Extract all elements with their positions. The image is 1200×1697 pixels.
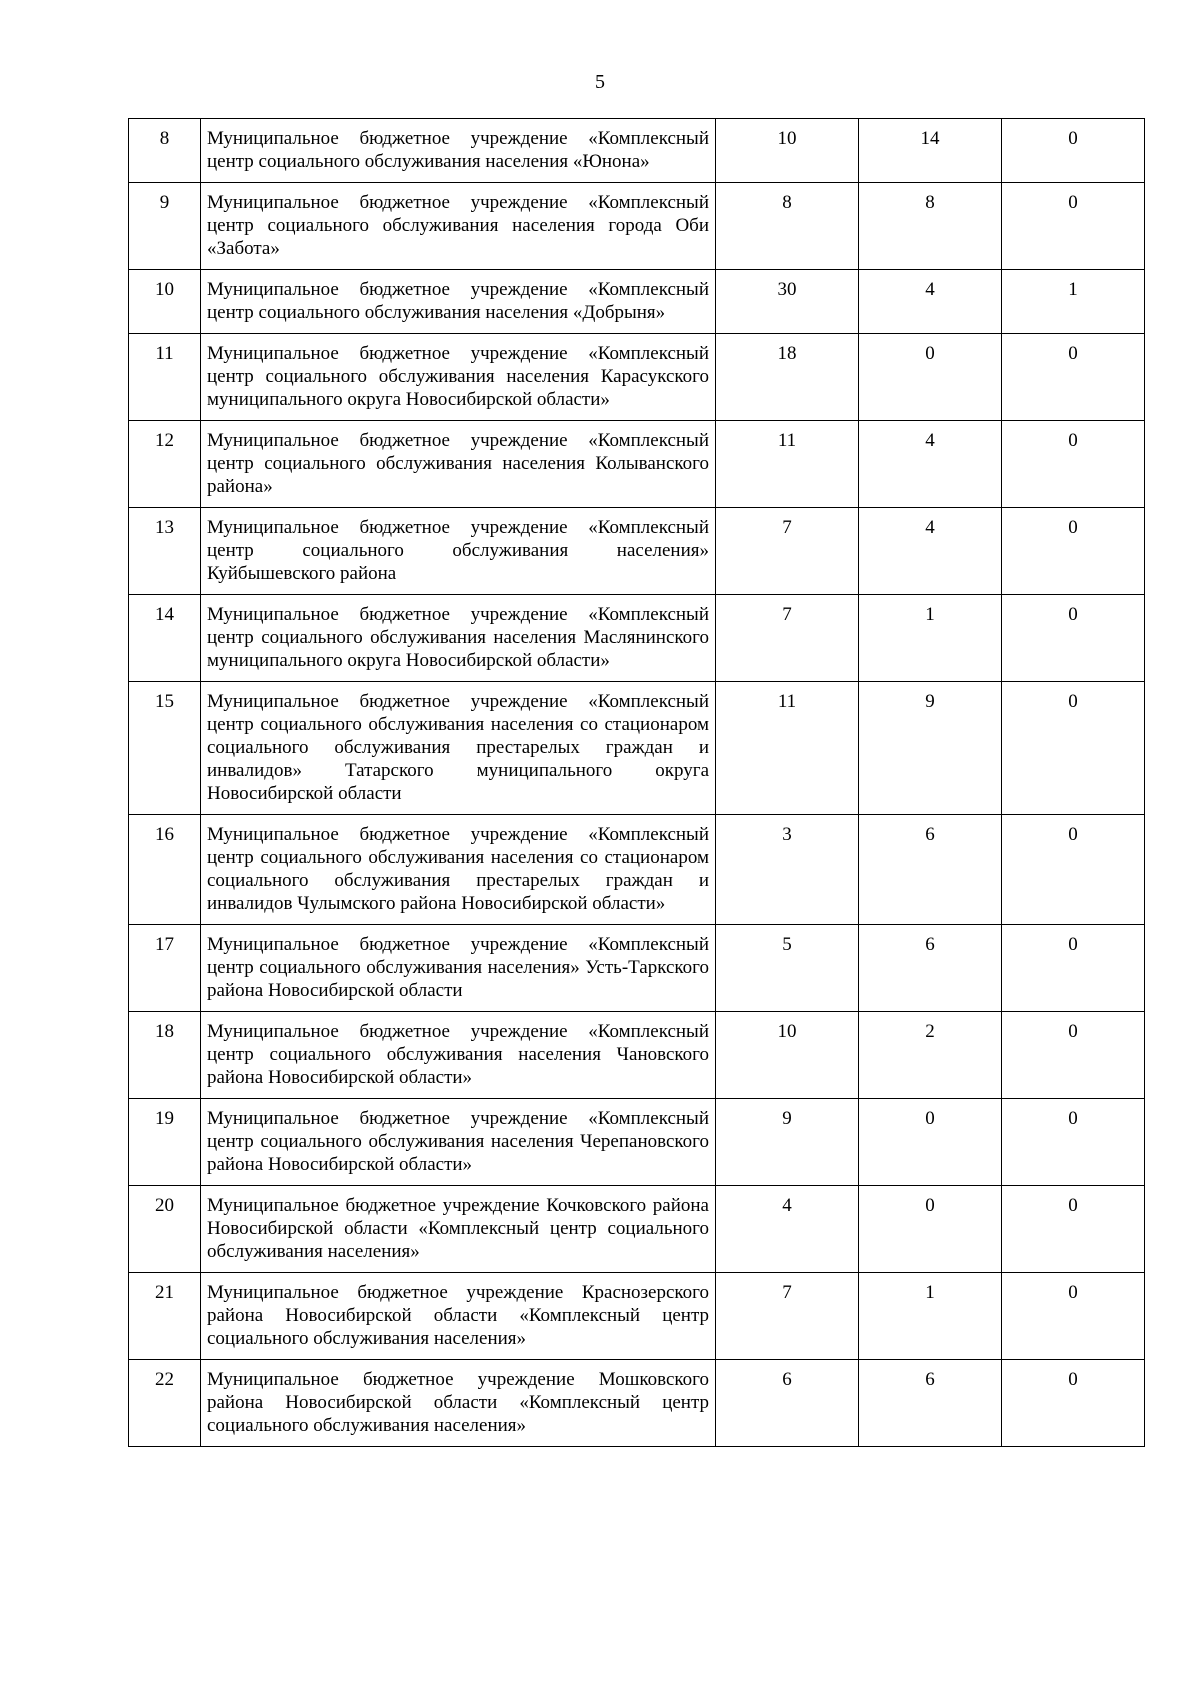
row-number: 11 — [129, 334, 201, 421]
institution-name: Муниципальное бюджетное учреждение «Комплексный центр социального обслуживания населения Черепановского района Новосибирской области» — [201, 1099, 716, 1186]
value-col-3: 0 — [1002, 682, 1145, 815]
value-col-1: 7 — [716, 595, 859, 682]
institution-name: Муниципальное бюджетное учреждение «Комплексный центр социального обслуживания населения» Куйбышевского района — [201, 508, 716, 595]
value-col-2: 14 — [859, 119, 1002, 183]
value-col-3: 0 — [1002, 508, 1145, 595]
institution-name: Муниципальное бюджетное учреждение «Комплексный центр социального обслуживания населения «Юнона» — [201, 119, 716, 183]
value-col-3: 0 — [1002, 815, 1145, 925]
value-col-3: 0 — [1002, 1273, 1145, 1360]
table-row — [129, 270, 1145, 334]
value-col-1: 8 — [716, 183, 859, 270]
value-col-3: 0 — [1002, 595, 1145, 682]
row-number: 12 — [129, 421, 201, 508]
institution-name: Муниципальное бюджетное учреждение «Комплексный центр социального обслуживания населения» Усть-Таркского района Новосибирской области — [201, 925, 716, 1012]
value-col-1: 5 — [716, 925, 859, 1012]
value-col-3: 0 — [1002, 1012, 1145, 1099]
row-number: 15 — [129, 682, 201, 815]
value-col-2: 2 — [859, 1012, 1002, 1099]
row-number: 22 — [129, 1360, 201, 1447]
institution-name: Муниципальное бюджетное учреждение «Комплексный центр социального обслуживания населения Чановского района Новосибирской области» — [201, 1012, 716, 1099]
value-col-3: 0 — [1002, 1099, 1145, 1186]
value-col-1: 30 — [716, 270, 859, 334]
row-number: 13 — [129, 508, 201, 595]
table-row — [129, 925, 1145, 1012]
row-number: 8 — [129, 119, 201, 183]
table-row — [129, 421, 1145, 508]
table-row — [129, 1012, 1145, 1099]
institution-name: Муниципальное бюджетное учреждение «Комплексный центр социального обслуживания населения Колыванского района» — [201, 421, 716, 508]
value-col-2: 6 — [859, 925, 1002, 1012]
value-col-3: 0 — [1002, 119, 1145, 183]
table-row — [129, 1360, 1145, 1447]
value-col-1: 7 — [716, 1273, 859, 1360]
value-col-1: 7 — [716, 508, 859, 595]
table-row — [129, 595, 1145, 682]
table-row — [129, 119, 1145, 183]
row-number: 10 — [129, 270, 201, 334]
value-col-2: 0 — [859, 1099, 1002, 1186]
institution-name: Муниципальное бюджетное учреждение «Комплексный центр социального обслуживания населения «Добрыня» — [201, 270, 716, 334]
value-col-1: 9 — [716, 1099, 859, 1186]
row-number: 21 — [129, 1273, 201, 1360]
institution-name: Муниципальное бюджетное учреждение «Комплексный центр социального обслуживания населения со стационаром социального обслуживания престарелых граждан и инвалидов» Татарского муниципального округа Новосибирской области — [201, 682, 716, 815]
table-row — [129, 1099, 1145, 1186]
value-col-1: 11 — [716, 421, 859, 508]
value-col-2: 9 — [859, 682, 1002, 815]
institution-name: Муниципальное бюджетное учреждение Краснозерского района Новосибирской области «Комплексный центр социального обслуживания населения» — [201, 1273, 716, 1360]
value-col-1: 3 — [716, 815, 859, 925]
value-col-1: 4 — [716, 1186, 859, 1273]
value-col-2: 8 — [859, 183, 1002, 270]
value-col-3: 0 — [1002, 421, 1145, 508]
institution-name: Муниципальное бюджетное учреждение Мошковского района Новосибирской области «Комплексный центр социального обслуживания населения» — [201, 1360, 716, 1447]
value-col-2: 0 — [859, 334, 1002, 421]
value-col-3: 0 — [1002, 1360, 1145, 1447]
institution-name: Муниципальное бюджетное учреждение «Комплексный центр социального обслуживания населения Карасукского муниципального округа Новосибирской области» — [201, 334, 716, 421]
table-row — [129, 508, 1145, 595]
row-number: 14 — [129, 595, 201, 682]
value-col-3: 0 — [1002, 334, 1145, 421]
institutions-table — [128, 118, 1145, 1447]
value-col-3: 0 — [1002, 183, 1145, 270]
table-row — [129, 1273, 1145, 1360]
value-col-1: 10 — [716, 1012, 859, 1099]
value-col-2: 1 — [859, 595, 1002, 682]
table-row — [129, 682, 1145, 815]
institution-name: Муниципальное бюджетное учреждение «Комплексный центр социального обслуживания населения города Оби «Забота» — [201, 183, 716, 270]
row-number: 16 — [129, 815, 201, 925]
institution-name: Муниципальное бюджетное учреждение «Комплексный центр социального обслуживания населения со стационаром социального обслуживания престарелых граждан и инвалидов Чулымского района Новосибирской области» — [201, 815, 716, 925]
table-row — [129, 815, 1145, 925]
row-number: 20 — [129, 1186, 201, 1273]
page-number: 5 — [595, 71, 605, 93]
value-col-3: 0 — [1002, 1186, 1145, 1273]
value-col-2: 6 — [859, 815, 1002, 925]
table-row — [129, 334, 1145, 421]
value-col-2: 6 — [859, 1360, 1002, 1447]
value-col-2: 1 — [859, 1273, 1002, 1360]
value-col-1: 18 — [716, 334, 859, 421]
value-col-2: 4 — [859, 270, 1002, 334]
value-col-1: 6 — [716, 1360, 859, 1447]
value-col-2: 4 — [859, 421, 1002, 508]
value-col-2: 4 — [859, 508, 1002, 595]
value-col-3: 1 — [1002, 270, 1145, 334]
value-col-1: 11 — [716, 682, 859, 815]
value-col-2: 0 — [859, 1186, 1002, 1273]
table-row — [129, 183, 1145, 270]
row-number: 18 — [129, 1012, 201, 1099]
row-number: 17 — [129, 925, 201, 1012]
row-number: 19 — [129, 1099, 201, 1186]
row-number: 9 — [129, 183, 201, 270]
value-col-3: 0 — [1002, 925, 1145, 1012]
table-row — [129, 1186, 1145, 1273]
institution-name: Муниципальное бюджетное учреждение Кочковского района Новосибирской области «Комплексный центр социального обслуживания населения» — [201, 1186, 716, 1273]
value-col-1: 10 — [716, 119, 859, 183]
institution-name: Муниципальное бюджетное учреждение «Комплексный центр социального обслуживания населения Маслянинского муниципального округа Новосибирской области» — [201, 595, 716, 682]
